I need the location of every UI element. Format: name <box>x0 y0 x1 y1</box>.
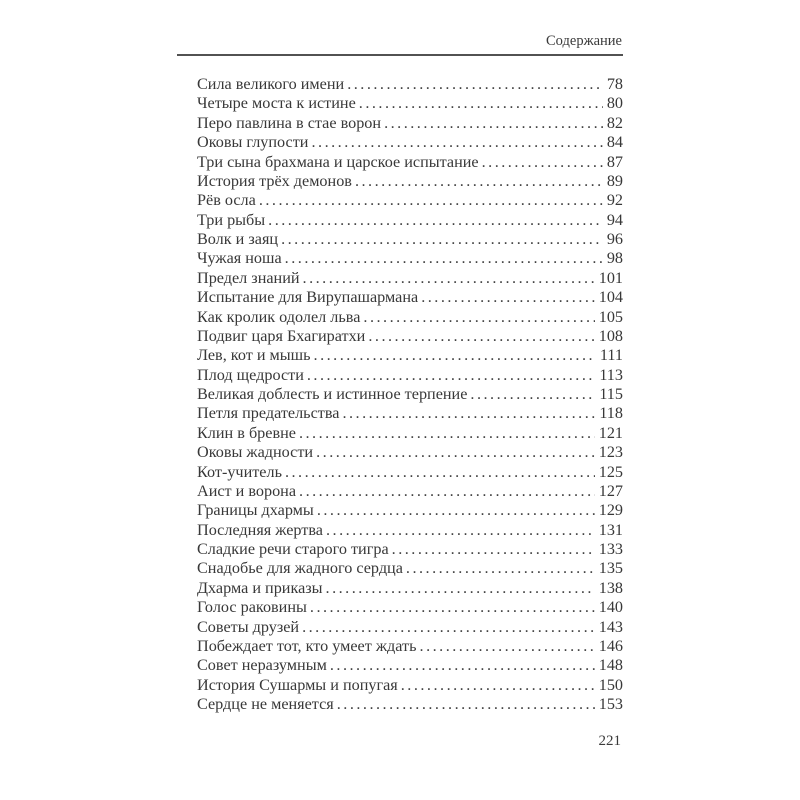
toc-leader-dots <box>421 288 595 307</box>
toc-entry-title: Волк и заяц <box>197 230 279 248</box>
toc-entry <box>197 94 623 113</box>
toc-entry-title: Последняя жертва <box>197 520 323 539</box>
toc-entry-title: Три рыбы <box>197 210 266 229</box>
toc-entry-title: Великая доблесть и истинное терпение <box>197 385 468 403</box>
toc-entry-page: 101 <box>598 268 623 287</box>
toc-entry <box>197 559 623 578</box>
toc-entry <box>197 501 623 520</box>
toc-entry <box>197 249 623 268</box>
toc-entry-title: Рёв осла <box>197 191 256 210</box>
toc-entry-page: 111 <box>599 346 623 365</box>
toc-entry-page: 123 <box>598 443 623 462</box>
toc-entry-title: Плод щедрости <box>197 365 304 384</box>
toc-leader-dots <box>330 656 595 675</box>
toc-entry <box>197 482 623 501</box>
toc-leader-dots <box>281 230 603 249</box>
toc-entry-title: Снадобье для жадного сердца <box>197 559 403 578</box>
toc-entry <box>197 424 623 443</box>
toc-leader-dots <box>470 385 595 404</box>
toc-entry <box>197 521 623 540</box>
toc-entry-page: 125 <box>598 462 623 481</box>
toc-entry-page: 105 <box>598 307 623 326</box>
toc-leader-dots <box>285 463 595 482</box>
toc-entry <box>197 269 623 288</box>
toc-entry-page: 82 <box>606 113 623 132</box>
toc-leader-dots <box>406 559 595 578</box>
toc-entry-page: 113 <box>599 365 623 384</box>
toc-entry <box>197 172 623 191</box>
toc-entry-page: 84 <box>606 133 623 152</box>
toc-leader-dots <box>342 404 595 423</box>
toc-leader-dots <box>316 443 595 462</box>
toc-entry <box>197 618 623 637</box>
toc-list <box>197 75 623 714</box>
toc-entry-page: 108 <box>598 326 623 345</box>
toc-leader-dots <box>326 521 595 540</box>
toc-entry-title: Оковы глупости <box>197 133 309 152</box>
toc-entry-page: 96 <box>606 230 623 248</box>
toc-entry-title: История трёх демонов <box>197 171 352 190</box>
toc-entry-title: Сила великого имени <box>197 75 345 93</box>
toc-leader-dots <box>384 114 603 133</box>
toc-entry <box>197 288 623 307</box>
toc-leader-dots <box>368 327 594 346</box>
toc-entry-page: 133 <box>598 540 623 558</box>
toc-entry-title: Советы друзей <box>197 617 300 636</box>
toc-leader-dots <box>310 598 595 617</box>
toc-entry <box>197 463 623 482</box>
toc-entry-title: Четыре моста к истине <box>197 94 356 113</box>
toc-leader-dots <box>307 366 595 385</box>
toc-entry-page: 104 <box>598 288 623 307</box>
toc-entry <box>197 230 623 249</box>
toc-entry-page: 98 <box>606 249 623 268</box>
toc-leader-dots <box>355 172 603 191</box>
toc-entry-title: Чужая ноша <box>197 249 282 268</box>
toc-leader-dots <box>299 424 595 443</box>
toc-entry-title: Испытание для Вирупашармана <box>197 288 419 307</box>
toc-entry-title: Побеждает тот, кто умеет ждать <box>197 636 417 655</box>
toc-entry-title: Аист и ворона <box>197 481 297 500</box>
toc-entry <box>197 114 623 133</box>
toc-entry <box>197 656 623 675</box>
toc-entry-page: 138 <box>598 578 623 597</box>
toc-entry <box>197 346 623 365</box>
toc-entry <box>197 153 623 172</box>
toc-entry-title: Предел знаний <box>197 268 300 287</box>
toc-entry <box>197 133 623 152</box>
folio-page-number: 221 <box>598 733 621 749</box>
toc-leader-dots <box>314 346 596 365</box>
toc-leader-dots <box>363 308 594 327</box>
toc-entry-page: 87 <box>606 152 623 171</box>
toc-entry-page: 131 <box>598 520 623 539</box>
toc-entry-title: Как кролик одолел льва <box>197 307 361 326</box>
toc-entry-title: Оковы жадности <box>197 443 314 462</box>
toc-leader-dots <box>326 579 595 598</box>
toc-entry-page: 129 <box>598 501 623 520</box>
toc-leader-dots <box>347 75 603 94</box>
toc-entry-page: 135 <box>598 559 623 578</box>
toc-leader-dots <box>337 695 595 714</box>
toc-entry-page: 140 <box>598 598 623 617</box>
toc-entry-title: Совет неразумным <box>197 656 327 675</box>
toc-leader-dots <box>420 637 595 656</box>
toc-entry-title: Голос раковины <box>197 598 307 617</box>
toc-entry-title: Петля предательства <box>197 404 340 423</box>
toc-leader-dots <box>303 269 595 288</box>
toc-entry-page: 80 <box>606 94 623 113</box>
toc-entry <box>197 443 623 462</box>
toc-entry-page: 115 <box>599 385 623 403</box>
toc-entry-title: Лев, кот и мышь <box>197 346 311 365</box>
toc-entry <box>197 211 623 230</box>
toc-entry-title: Подвиг царя Бхагиратхи <box>197 326 366 345</box>
toc-entry-page: 148 <box>598 656 623 675</box>
toc-leader-dots <box>317 501 595 520</box>
toc-leader-dots <box>359 94 603 113</box>
toc-leader-dots <box>311 133 602 152</box>
toc-leader-dots <box>392 540 595 559</box>
toc-entry <box>197 579 623 598</box>
toc-entry <box>197 327 623 346</box>
toc-leader-dots <box>268 211 603 230</box>
toc-entry-page: 121 <box>598 423 623 442</box>
toc-entry <box>197 366 623 385</box>
toc-entry-title: Сердце не меняется <box>197 695 334 713</box>
toc-entry <box>197 191 623 210</box>
toc-entry-page: 89 <box>606 171 623 190</box>
toc-entry <box>197 540 623 559</box>
toc-entry-page: 94 <box>606 210 623 229</box>
toc-leader-dots <box>302 618 595 637</box>
toc-entry-page: 92 <box>606 191 623 210</box>
toc-entry <box>197 404 623 423</box>
header-rule <box>177 54 623 56</box>
toc-entry <box>197 308 623 327</box>
toc-entry-title: Три сына брахмана и царское испытание <box>197 152 479 171</box>
toc-entry <box>197 75 623 94</box>
page-header-title: Содержание <box>546 33 622 49</box>
toc-entry-title: Границы дхармы <box>197 501 314 520</box>
toc-leader-dots <box>482 153 603 172</box>
toc-leader-dots <box>401 676 595 695</box>
toc-entry-title: Дхарма и приказы <box>197 578 323 597</box>
toc-entry-page: 143 <box>598 617 623 636</box>
toc-entry-page: 146 <box>598 636 623 655</box>
toc-entry-page: 127 <box>598 481 623 500</box>
toc-leader-dots <box>299 482 595 501</box>
toc-entry-title: Сладкие речи старого тигра <box>197 540 389 558</box>
toc-entry <box>197 598 623 617</box>
toc-leader-dots <box>259 191 603 210</box>
toc-entry-page: 118 <box>599 404 623 423</box>
toc-entry-title: Кот-учитель <box>197 462 282 481</box>
toc-entry <box>197 676 623 695</box>
toc-entry-title: Клин в бревне <box>197 423 296 442</box>
toc-entry <box>197 695 623 714</box>
toc-entry-page: 78 <box>606 75 623 93</box>
toc-entry-page: 150 <box>598 675 623 694</box>
toc-entry <box>197 385 623 404</box>
toc-entry-page: 153 <box>598 695 623 713</box>
toc-entry-title: Перо павлина в стае ворон <box>197 113 382 132</box>
toc-leader-dots <box>285 249 603 268</box>
toc-entry <box>197 637 623 656</box>
toc-entry-title: История Сушармы и попугая <box>197 675 398 694</box>
